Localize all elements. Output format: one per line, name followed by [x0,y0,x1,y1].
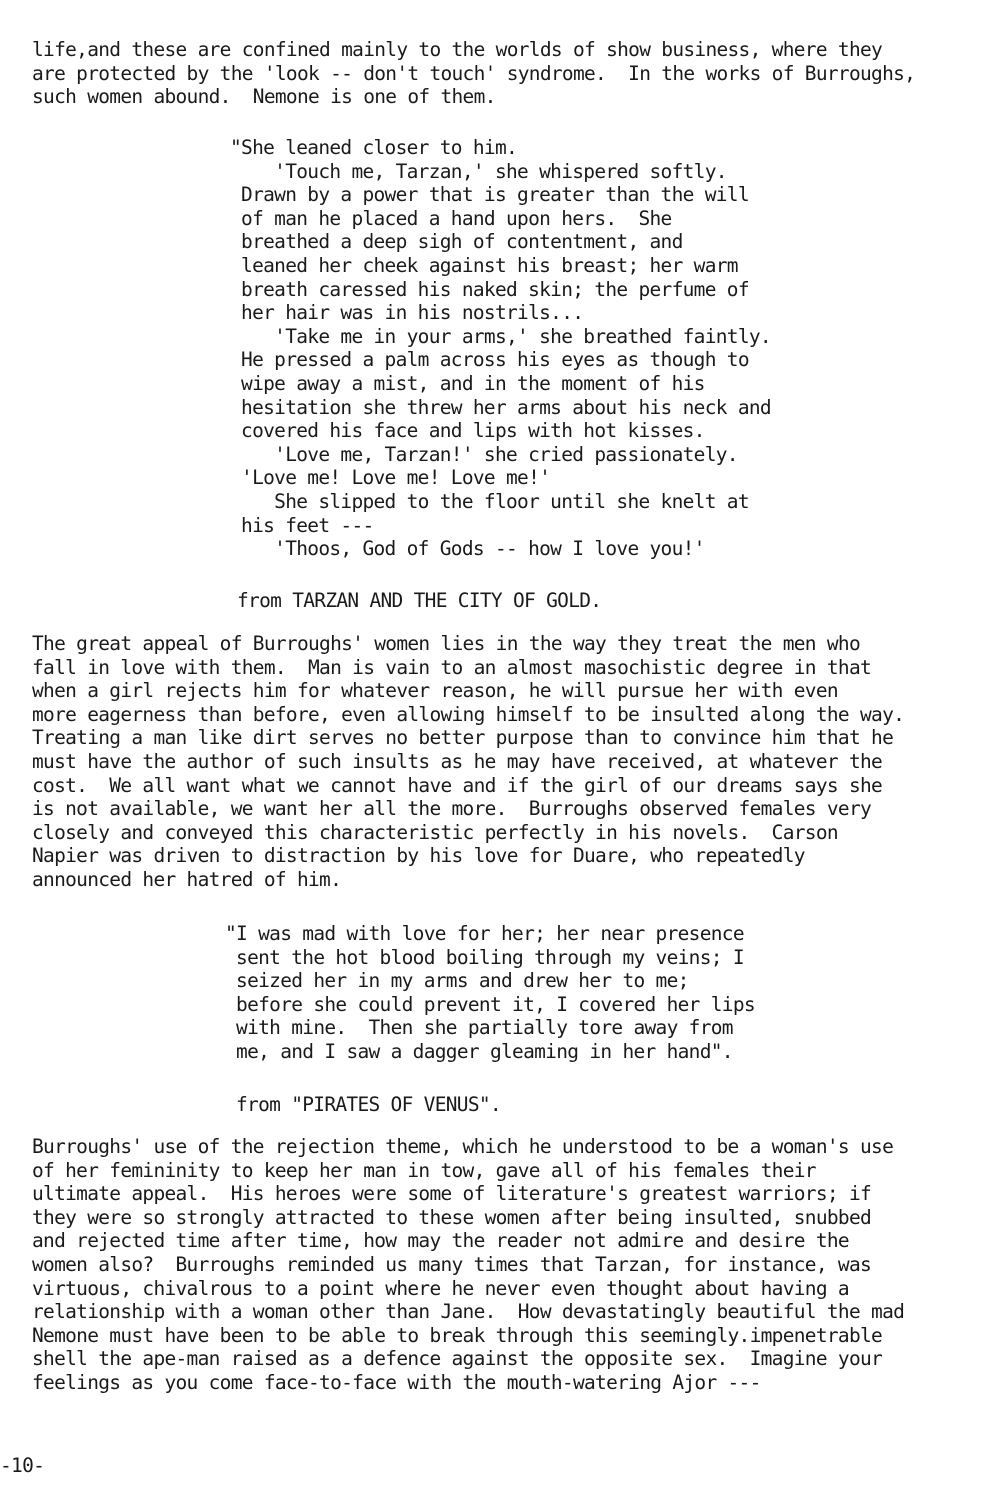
paragraph-1: life,and these are confined mainly to the worlds of show business, where they are protected by the 'look -- don't touch' syndrome. In the works of Burroughs, such women abound. Nemone is one of them. [32,38,916,109]
page-number: -10- [0,1454,45,1477]
quote-source-2: from "PIRATES OF VENUS". [236,1093,501,1116]
quote-pirates-of-venus: "I was mad with love for her; her near presence sent the hot blood boiling through my veins; I seized her in my arms and drew her to me; before she could prevent it, I covered her lips with mine. Then she partially tore away from me, and I saw a dagger gleaming in her hand". [225,922,755,1063]
quote-tarzan-city-of-gold: "She leaned closer to him. 'Touch me, Tarzan,' she whispered softly. Drawn by a power that is greater than the will of man he placed a hand upon hers. She breathed a deep sigh of contentment, and leaned her cheek against his breast; her warm breath caressed his naked skin; the perfume of her hair was in his nostrils... 'Take me in your arms,' she breathed faintly. He pressed a palm across his eyes as though to wipe away a mist, and in the moment of his hesitation she threw her arms about his neck and covered his face and lips with hot kisses. 'Love me, Tarzan!' she cried passionately. 'Love me! Love me! Love me!' She slipped to the floor until she knelt at his feet --- 'Thoos, God of Gods -- how I love you!' [230,136,771,561]
paragraph-3: Burroughs' use of the rejection theme, which he understood to be a woman's use of her femininity to keep her man in tow, gave all of his females their ultimate appeal. His heroes were some of literature's greatest warriors; if they were so strongly attracted to these women after being insulted, snubbed and rejected time after time, how may the reader not admire and desire the women also? Burroughs reminded us many times that Tarzan, for instance, was virtuous, chivalrous to a point where he never even thought about having a relationship with a woman other than Jane. How devastatingly beautiful the mad Nemone must have been to be able to break through this seemingly.impenetrable shell the ape-man raised as a defence against the opposite sex. Imagine your feelings as you come face-to-face with the mouth-watering Ajor --- [32,1135,905,1394]
paragraph-2: The great appeal of Burroughs' women lies in the way they treat the men who fall in love with them. Man is vain to an almost masochistic degree in that when a girl rejects him for whatever reason, he will pursue her with even more eagerness than before, even allowing himself to be insulted along the way. Treating a man like dirt serves no better purpose than to convince him that he must have the author of such insults as he may have received, at whatever the cost. We all want what we cannot have and if the girl of our dreams says she is not available, we want her all the more. Burroughs observed females very closely and conveyed this characteristic perfectly in his novels. Carson Napier was driven to distraction by his love for Duare, who repeatedly announced her hatred of him. [32,632,905,891]
quote-source-1: from TARZAN AND THE CITY OF GOLD. [237,589,602,612]
